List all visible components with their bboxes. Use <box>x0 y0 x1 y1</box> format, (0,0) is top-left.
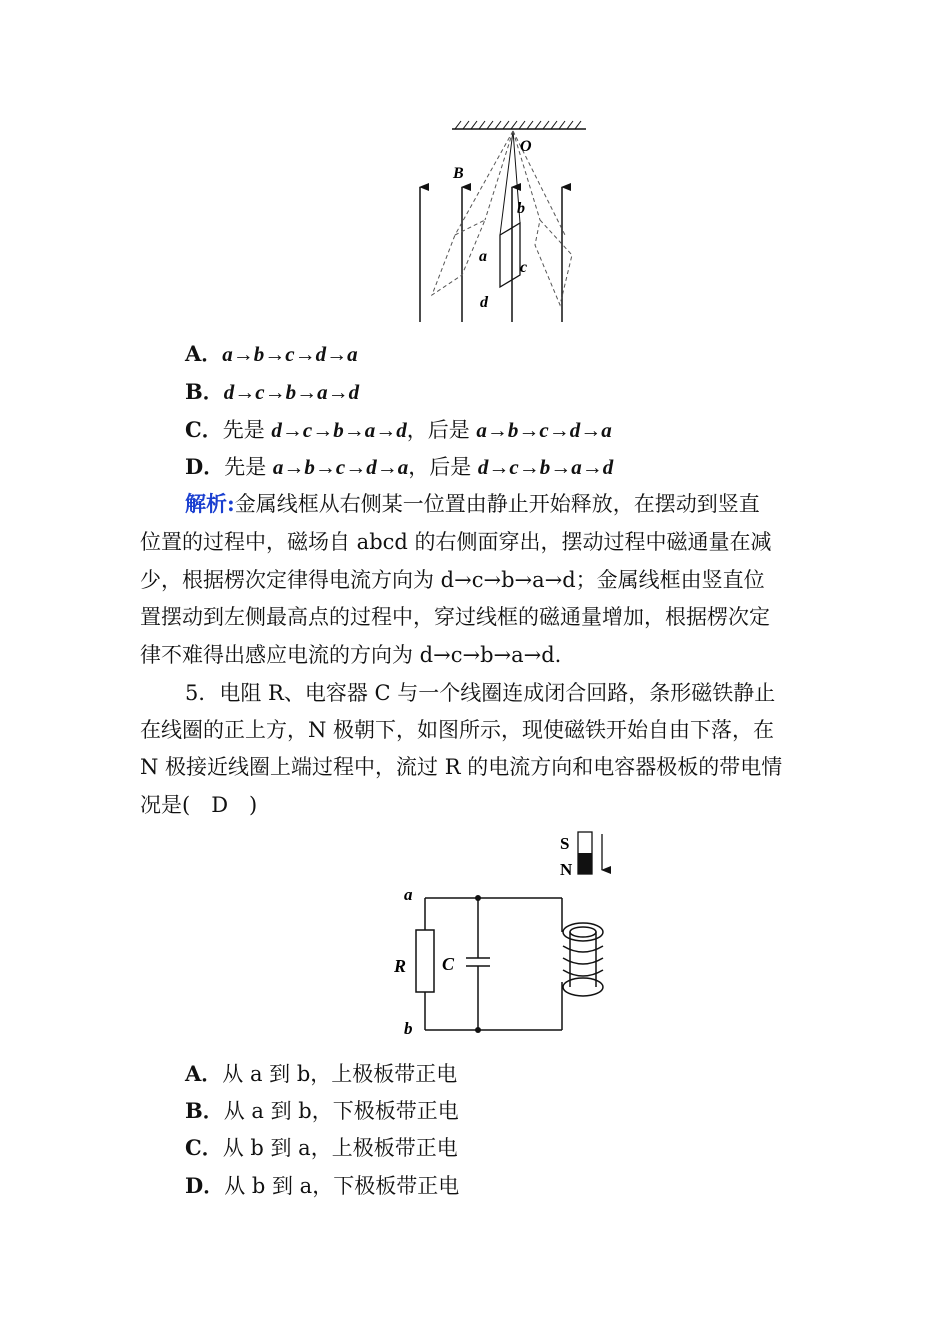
q5-line-4: 况是( D ) <box>140 793 258 817</box>
option-text: a→b→c→d→a <box>222 342 358 366</box>
option-text: d→c→b→a→d <box>223 380 360 404</box>
resistor <box>416 930 434 992</box>
label-S: S <box>560 834 570 853</box>
option-mid: ，后是 <box>408 455 478 479</box>
option-letter: B． <box>185 1098 224 1123</box>
label-d: d <box>480 294 488 311</box>
analysis-line-5: 律不难得出感应电流的方向为 d→c→b→a→d. <box>140 643 562 667</box>
analysis-text: 金属线框从右侧某一位置由静止开始释放，在摆动到竖直 <box>234 492 760 516</box>
option-letter: D． <box>185 454 225 479</box>
analysis-line-4: 置摆动到左侧最高点的过程中，穿过线框的磁通量增加，根据楞次定 <box>140 605 770 629</box>
label-R: R <box>394 956 407 976</box>
circuit-figure <box>390 822 620 1042</box>
option-text: a→b→c→d→a <box>272 455 409 479</box>
option-text: 从 a 到 b，上极板带正电 <box>222 1062 458 1086</box>
label-c: c <box>520 259 528 276</box>
option-text: d→c→b→a→d <box>271 418 407 442</box>
label-a: a <box>479 248 487 265</box>
q4-option-b <box>185 378 359 406</box>
analysis-line-2: 位置的过程中，磁场自 abcd 的右侧面穿出，摆动过程中磁通量在减 <box>140 530 772 554</box>
q5-option-a <box>185 1060 457 1088</box>
option-prefix: 先是 <box>222 418 272 442</box>
label-a: a <box>404 885 413 904</box>
coil <box>562 923 603 996</box>
label-B: B <box>453 165 464 182</box>
label-b: b <box>517 200 525 217</box>
option-text-2: d→c→b→a→d <box>477 455 614 479</box>
analysis-line-1 <box>185 490 760 518</box>
option-text: 从 b 到 a，上极板带正电 <box>222 1136 458 1160</box>
q5-option-d <box>185 1172 459 1200</box>
label-N: N <box>560 860 573 879</box>
option-letter: D． <box>185 1173 225 1198</box>
option-mid: ，后是 <box>406 418 477 442</box>
q4-option-a <box>185 340 358 368</box>
label-O: O <box>520 138 532 155</box>
q4-option-d <box>185 453 613 481</box>
label-C: C <box>442 954 455 974</box>
q5-option-b <box>185 1097 459 1125</box>
q5-line-3: N 极接近线圈上端过程中，流过 R 的电流方向和电容器极板的带电情 <box>140 755 783 779</box>
analysis-line-3: 少，根据楞次定律得电流方向为 d→c→b→a→d；金属线框由竖直位 <box>140 568 765 592</box>
option-text: 从 a 到 b，下极板带正电 <box>223 1099 459 1123</box>
q5-line-1: 5．电阻 R、电容器 C 与一个线圈连成闭合回路，条形磁铁静止 <box>185 681 776 705</box>
option-prefix: 先是 <box>224 455 273 479</box>
option-text: 从 b 到 a，下极板带正电 <box>224 1174 460 1198</box>
option-text-2: a→b→c→d→a <box>476 418 612 442</box>
pendulum-figure <box>400 115 600 330</box>
q5-line-2: 在线圈的正上方，N 极朝下，如图所示，现使磁铁开始自由下落，在 <box>140 718 775 742</box>
option-letter: A． <box>185 1061 223 1086</box>
option-letter: C． <box>185 1135 223 1160</box>
option-letter: B． <box>185 379 224 404</box>
option-letter: A． <box>185 341 223 366</box>
label-b: b <box>404 1019 413 1038</box>
option-letter: C． <box>185 417 223 442</box>
q4-option-c <box>185 416 612 444</box>
analysis-label: 解析: <box>185 491 235 516</box>
q5-option-c <box>185 1134 458 1162</box>
